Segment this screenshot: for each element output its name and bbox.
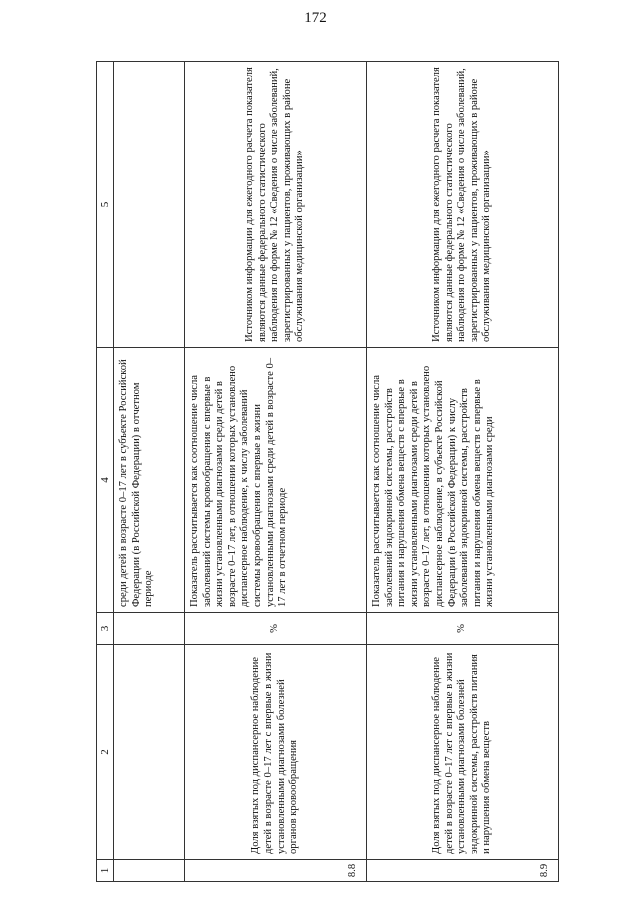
info-source: Источником информации для ежегодного расчета показателя являются данные федерального статистического наблюдения по форме № 12 «Сведения о числе заболеваний, зарегистрированных у пациентов, проживающих в районе обслуживания медицинской организации» [185,62,367,348]
calculation-method: Показатель рассчитывается как соотношение числа заболеваний эндокринной системы, расстройств питания и нарушения обмена веществ с впервые в жизни установленными диагнозами среди детей в возрасте 0–17 лет, в отношении которых установлено диспансерное наблюдение, в субъекте Российской Федерации (в Российской Федерации) к числу заболеваний эндокринной системы, расстройств питания и нарушения обмена веществ с впервые в жизни установленными диагнозами среди [367,348,559,613]
header-col-4: 4 [97,348,114,613]
row-number: 8.8 [185,860,367,882]
cont-cell-5 [114,62,185,348]
indicator-table [96,61,559,882]
header-col-3: 3 [97,613,114,645]
cont-cell-3 [114,613,185,645]
header-row [97,62,114,882]
page-number: 172 [304,10,327,26]
table-row [367,62,559,882]
indicator-name: Доля взятых под диспансерное наблюдение детей в возрасте 0–17 лет с впервые в жизни установленными диагнозами болезней органов кровообращения [185,645,367,860]
cont-cell-1 [114,860,185,882]
cont-cell-2 [114,645,185,860]
table-row [185,62,367,882]
row-number: 8.9 [367,860,559,882]
header-col-1: 1 [97,860,114,882]
indicator-name: Доля взятых под диспансерное наблюдение детей в возрасте 0–17 лет с впервые в жизни установленными диагнозами болезней эндокринной системы, расстройств питания и нарушения обмена веществ [367,645,559,860]
unit-cell: % [185,613,367,645]
header-col-2: 2 [97,645,114,860]
header-col-5: 5 [97,62,114,348]
continuation-row [114,62,185,882]
info-source: Источником информации для ежегодного расчета показателя являются данные федерального статистического наблюдения по форме № 12 «Сведения о числе заболеваний, зарегистрированных у пациентов, проживающих в районе обслуживания медицинской организации» [367,62,559,348]
cont-method-text: среди детей в возрасте 0–17 лет в субъекте Российской Федерации (в Российской Федерации) в отчетном периоде [114,348,185,613]
indicator-table-rotated [96,62,551,882]
unit-cell: % [367,613,559,645]
calculation-method: Показатель рассчитывается как соотношение числа заболеваний системы кровообращения с впервые в жизни установленными диагнозами среди детей в возрасте 0–17 лет, в отношении которых установлено диспансерное наблюдение, к числу заболеваний системы кровообращения с впервые в жизни установленными диагнозами среди детей в возрасте 0–17 лет в отчетном периоде [185,348,367,613]
